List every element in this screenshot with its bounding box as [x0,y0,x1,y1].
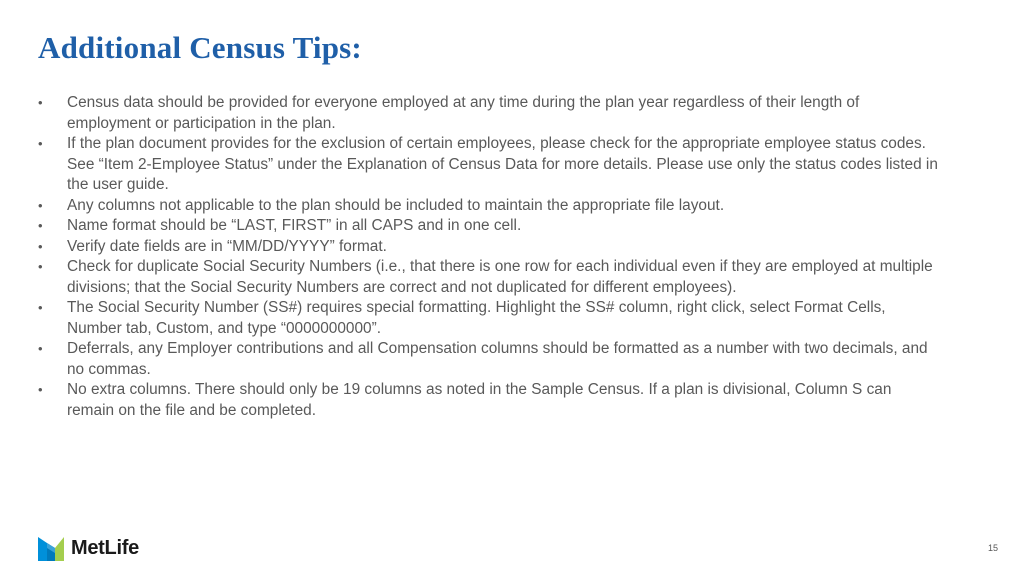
bullet-icon: • [38,218,43,233]
list-item [38,380,938,421]
bullet-icon: • [38,95,43,110]
bullet-icon: • [38,197,43,213]
bullet-icon: • [38,259,43,274]
logo-text: MetLife [71,536,139,559]
list-item-text: Census data should be provided for everyone employed at any time during the plan year regardless of their length of employment or participation in the plan. [67,94,860,132]
list-item-text: Deferrals, any Employer contributions and all Compensation columns should be formatted as a number with two decimals, and no commas. [67,340,928,378]
bullet-icon: • [38,300,43,315]
list-item [38,339,938,380]
census-tips-list [38,93,938,421]
list-item [38,93,938,134]
list-item-text: Any columns not applicable to the plan should be included to maintain the appropriate file layout. [67,196,725,214]
list-item-text: No extra columns. There should only be 19 columns as noted in the Sample Census. If a plan is divisional, Column S can remain on the file and be completed. [67,381,892,419]
list-item-text: Name format should be “LAST, FIRST” in all CAPS and in one cell. [67,217,522,234]
bullet-icon: • [38,382,43,397]
list-item-text: Verify date fields are in “MM/DD/YYYY” format. [67,237,387,255]
list-item [38,237,938,258]
bullet-icon: • [38,238,43,254]
metlife-logo [38,535,139,561]
list-item-text: If the plan document provides for the exclusion of certain employees, please check for the appropriate employee status codes. See “Item 2-Employee Status” under the Explanation of Census Data for more details. Please use only the status codes listed in the user guide. [67,135,938,193]
page-number: 15 [987,543,998,553]
slide-title: Additional Census Tips: [38,30,362,65]
list-item [38,196,938,217]
list-item [38,298,938,339]
list-item [38,257,938,298]
list-item [38,216,938,237]
bullet-icon: • [38,136,43,151]
list-item-text: The Social Security Number (SS#) requires special formatting. Highlight the SS# column, right click, select Format Cells, Number tab, Custom, and type “0000000000”. [67,299,886,337]
list-item [38,134,938,196]
list-item-text: Check for duplicate Social Security Numbers (i.e., that there is one row for each individual even if they are employed at multiple divisions; that the Social Security Numbers are correct and not duplicated for different employees). [67,258,933,296]
bullet-icon: • [38,341,43,356]
metlife-logo-icon [38,535,64,561]
